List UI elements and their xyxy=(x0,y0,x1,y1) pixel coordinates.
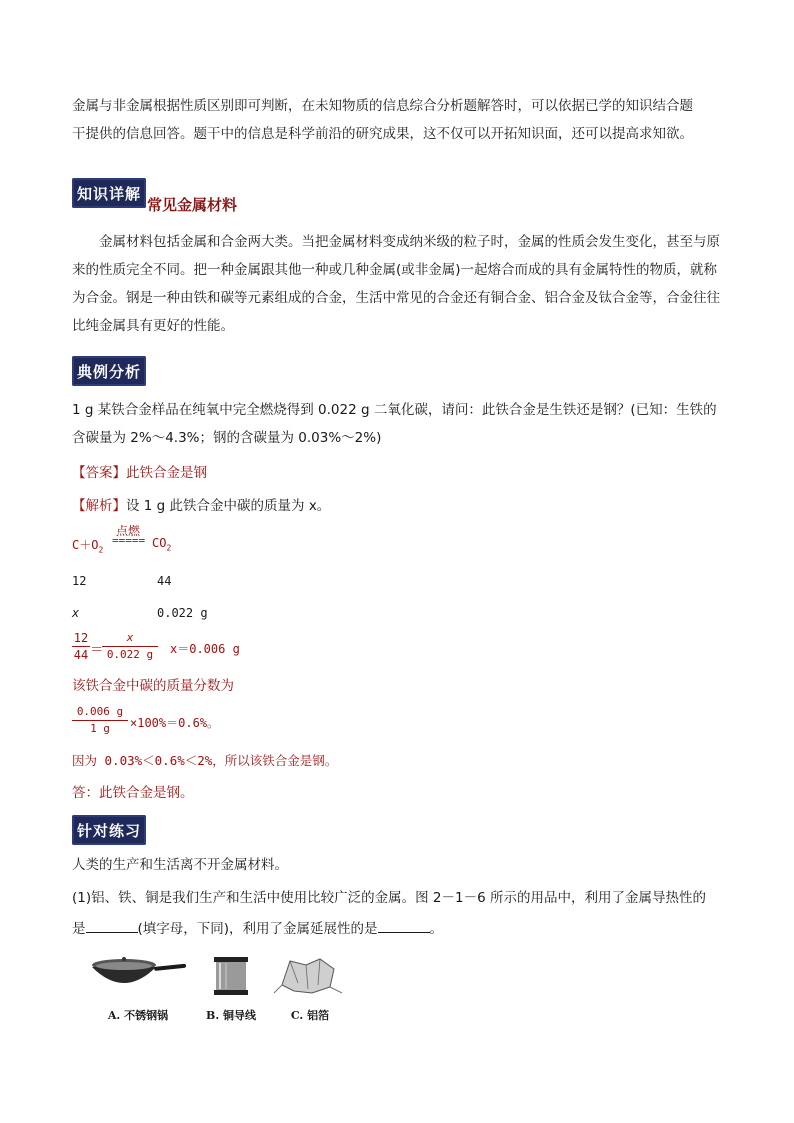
section-title: 常见金属材料 xyxy=(147,196,238,214)
fraction-12-44: 12 44 xyxy=(73,631,89,662)
equals-sign: ＝ xyxy=(90,642,104,658)
figure-label-c: C. 铝箔 xyxy=(290,1009,330,1022)
answer-blank-2[interactable] xyxy=(378,918,430,933)
section-body: 金属材料包括金属和合金两大类。当把金属材料变成纳米级的粒子时，金属的性质会发生变化，甚至与原来的性质完全不同。把一种金属跟其他一种或几种金属(或非金属)一起熔合而成的具有金属特性的物质，就称为合金。钢是一种由铁和碳等元素组成的合金，生活中常见的合金还有铜合金、铝合金及钛合金等，合金往往比纯金属具有更好的性能。 xyxy=(72,234,720,334)
analysis-text: 设 1 g 此铁合金中碳的质量为 x。 xyxy=(126,498,331,514)
because-line: 因为 0.03%＜0.6%＜2%，所以该铁合金是钢。 xyxy=(72,753,338,768)
figure-label-b: B. 铜导线 xyxy=(206,1009,256,1022)
chemical-equation xyxy=(72,522,272,556)
practice-q1-line1: (1)铝、铁、铜是我们生产和生活中使用比较广泛的金属。图 2－1－6 所示的用品中，利用了金属导热性的 xyxy=(72,890,706,906)
intro-line-1: 金属与非金属根据性质区别即可判断，在未知物质的信息综合分析题解答时，可以依据已学的知识结合题 xyxy=(72,98,693,114)
answer-label: 【答案】 xyxy=(72,465,126,481)
equation-left: $C+O_2$ xyxy=(72,538,104,555)
analysis-line xyxy=(72,496,330,516)
figure-item-b xyxy=(196,955,266,1035)
mass-fraction-label: 该铁合金中碳的质量分数为 xyxy=(72,678,234,694)
section-badge-practice: 针对练习 xyxy=(72,815,146,845)
molar-mass-c: 12 xyxy=(72,574,87,588)
practice-q1-line2: 是 (填字母，下同)，利用了金属延展性的是 。 xyxy=(72,918,443,939)
copper-wire-icon xyxy=(196,955,266,997)
x-result: x＝0.006 g xyxy=(170,642,240,656)
section-badge-knowledge: 知识详解 xyxy=(72,178,146,208)
figure-item-a xyxy=(88,955,188,1035)
aluminum-foil-icon xyxy=(272,955,348,997)
answer-blank-1[interactable] xyxy=(86,918,138,933)
figure-item-c xyxy=(272,955,348,1035)
analysis-label: 【解析】 xyxy=(72,498,126,514)
example-question: 1 g 某铁合金样品在纯氧中完全燃烧得到 0.022 g 二氧化碳，请问：此铁合金是生铁还是钢？(已知：生铁的含碳量为 2%～4.3%；钢的含碳量为 0.03%～2%) xyxy=(72,402,717,446)
figure-label-a: A. 不锈钢锅 xyxy=(107,1009,169,1022)
molar-mass-co2: 44 xyxy=(157,574,172,588)
equation-condition: 点燃 xyxy=(116,524,141,538)
equation-arrow: ===== xyxy=(112,534,146,547)
answer-line xyxy=(72,463,207,483)
fraction-x: x 0.022 g xyxy=(102,630,158,663)
unknown-x: x xyxy=(72,606,80,620)
mass-co2: 0.022 g xyxy=(157,606,208,620)
final-answer: 答：此铁合金是钢。 xyxy=(72,785,194,801)
equation-right: $CO_2$ xyxy=(152,536,172,553)
mass-fraction-result: ×100%＝0.6%。 xyxy=(130,716,220,730)
practice-intro: 人类的生产和生活离不开金属材料。 xyxy=(72,857,288,873)
intro-line-2: 干提供的信息回答。题干中的信息是科学前沿的研究成果，这不仅可以开拓知识面，还可以提高求知欲。 xyxy=(72,126,693,142)
answer-text: 此铁合金是钢 xyxy=(126,465,207,481)
figure-items xyxy=(88,955,348,1035)
section-badge-example: 典例分析 xyxy=(72,356,146,386)
fraction-mass: 0.006 g 1 g xyxy=(72,704,128,737)
stainless-pot-icon xyxy=(88,955,188,997)
